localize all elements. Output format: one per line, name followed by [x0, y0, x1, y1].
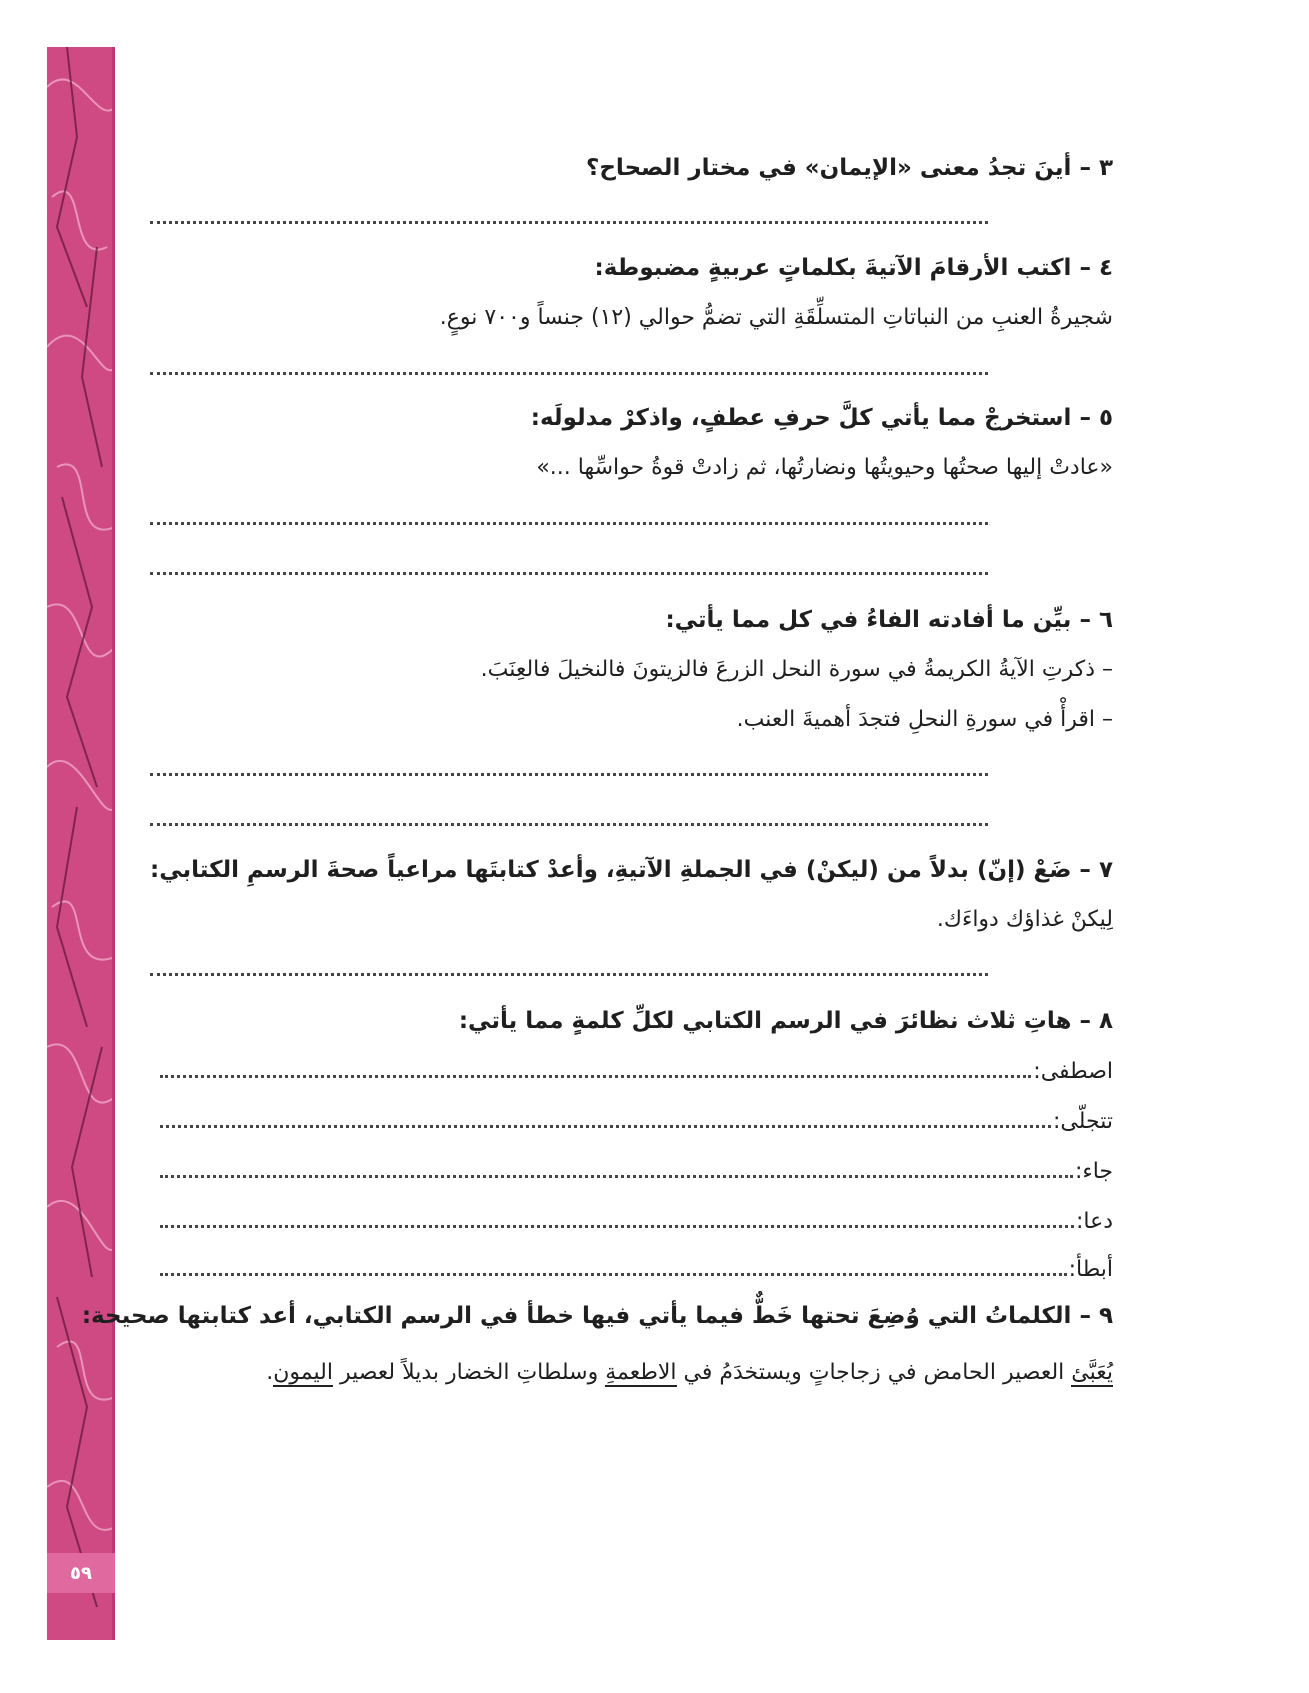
question-9-sentence [266, 1360, 1113, 1385]
sentence-part: . [266, 1360, 274, 1385]
page-number: ٥٩ [47, 1553, 115, 1593]
fill-row [160, 1200, 1113, 1234]
question-5-quote: «عادتْ إليها صحتُها وحيويتُها ونضارتُها، ثم زادتْ قوةُ حواسِّها ...» [536, 455, 1113, 480]
answer-line [150, 572, 988, 575]
question-4-prompt: ٤ – اكتب الأرقامَ الآتيةَ بكلماتٍ عربيةٍ مضبوطة: [594, 255, 1113, 281]
answer-line [150, 823, 988, 826]
decorative-side-band [47, 47, 115, 1640]
question-4-sentence: شجيرةُ العنبِ من النباتاتِ المتسلِّقَةِ التي تضمُّ حوالي (١٢) جنساً و٧٠٠ نوعٍ. [439, 305, 1113, 330]
answer-dots [160, 1225, 1074, 1228]
question-7-prompt: ٧ – ضَعْ (إنّ) بدلاً من (ليكنْ) في الجملةِ الآتيةِ، وأعدْ كتابتَها مراعياً صحةَ الرسمِ الكتابي: [150, 857, 1113, 883]
word-label: اصطفى: [1033, 1059, 1113, 1084]
sentence-part: العصير الحامض في زجاجاتٍ ويستخدَمُ في [676, 1360, 1072, 1385]
answer-line [150, 522, 988, 525]
answer-dots [160, 1125, 1051, 1128]
underlined-word: الاطعمةِ [605, 1360, 677, 1385]
word-label: تتجلّى: [1053, 1109, 1113, 1134]
fill-row [160, 1150, 1113, 1184]
question-6-prompt: ٦ – بيِّن ما أفادته الفاءُ في كل مما يأتي: [665, 607, 1113, 633]
sentence-part: وسلطاتِ الخضار بديلاً لعصير [332, 1360, 606, 1385]
question-9-prompt: ٩ – الكلماتُ التي وُضِعَ تحتها خَطٌّ فيما يأتي فيها خطأ في الرسم الكتابي، أعد كتابتها صحيحة: [81, 1303, 1113, 1329]
underlined-word: يُعَبَّئ [1071, 1360, 1113, 1385]
answer-line [150, 973, 988, 976]
side-band-edge [112, 47, 115, 1640]
question-8-prompt: ٨ – هاتِ ثلاث نظائرَ في الرسم الكتابي لكلِّ كلمةٍ مما يأتي: [458, 1008, 1113, 1034]
answer-line [150, 372, 988, 375]
question-5-prompt: ٥ – استخرجْ مما يأتي كلَّ حرفِ عطفٍ، واذكرْ مدلولَه: [530, 405, 1113, 431]
question-7-sentence: لِيكنْ غذاؤك دواءَك. [936, 907, 1113, 932]
answer-dots [160, 1075, 1031, 1078]
answer-dots [160, 1273, 1067, 1276]
fill-row [160, 1100, 1113, 1134]
word-label: جاء: [1074, 1159, 1113, 1184]
fill-row [160, 1050, 1113, 1084]
fill-row [160, 1248, 1113, 1282]
side-band-pattern [47, 47, 115, 1640]
question-3-prompt: ٣ – أينَ تجدُ معنى «الإيمان» في مختار الصحاح؟ [586, 155, 1113, 181]
answer-dots [160, 1175, 1073, 1178]
question-6-line-1: – ذكرتِ الآيةُ الكريمةُ في سورة النحل الزرعَ فالزيتونَ فالنخيلَ فالعِنَبَ. [480, 657, 1113, 682]
word-label: دعا: [1075, 1209, 1113, 1234]
question-6-line-2: – اقرأْ في سورةِ النحلِ فتجدَ أهميةَ العنب. [736, 707, 1113, 732]
underlined-word: اليمون [273, 1360, 333, 1385]
answer-line [150, 773, 988, 776]
word-label: أبطأ: [1068, 1257, 1113, 1282]
answer-line [150, 221, 988, 224]
